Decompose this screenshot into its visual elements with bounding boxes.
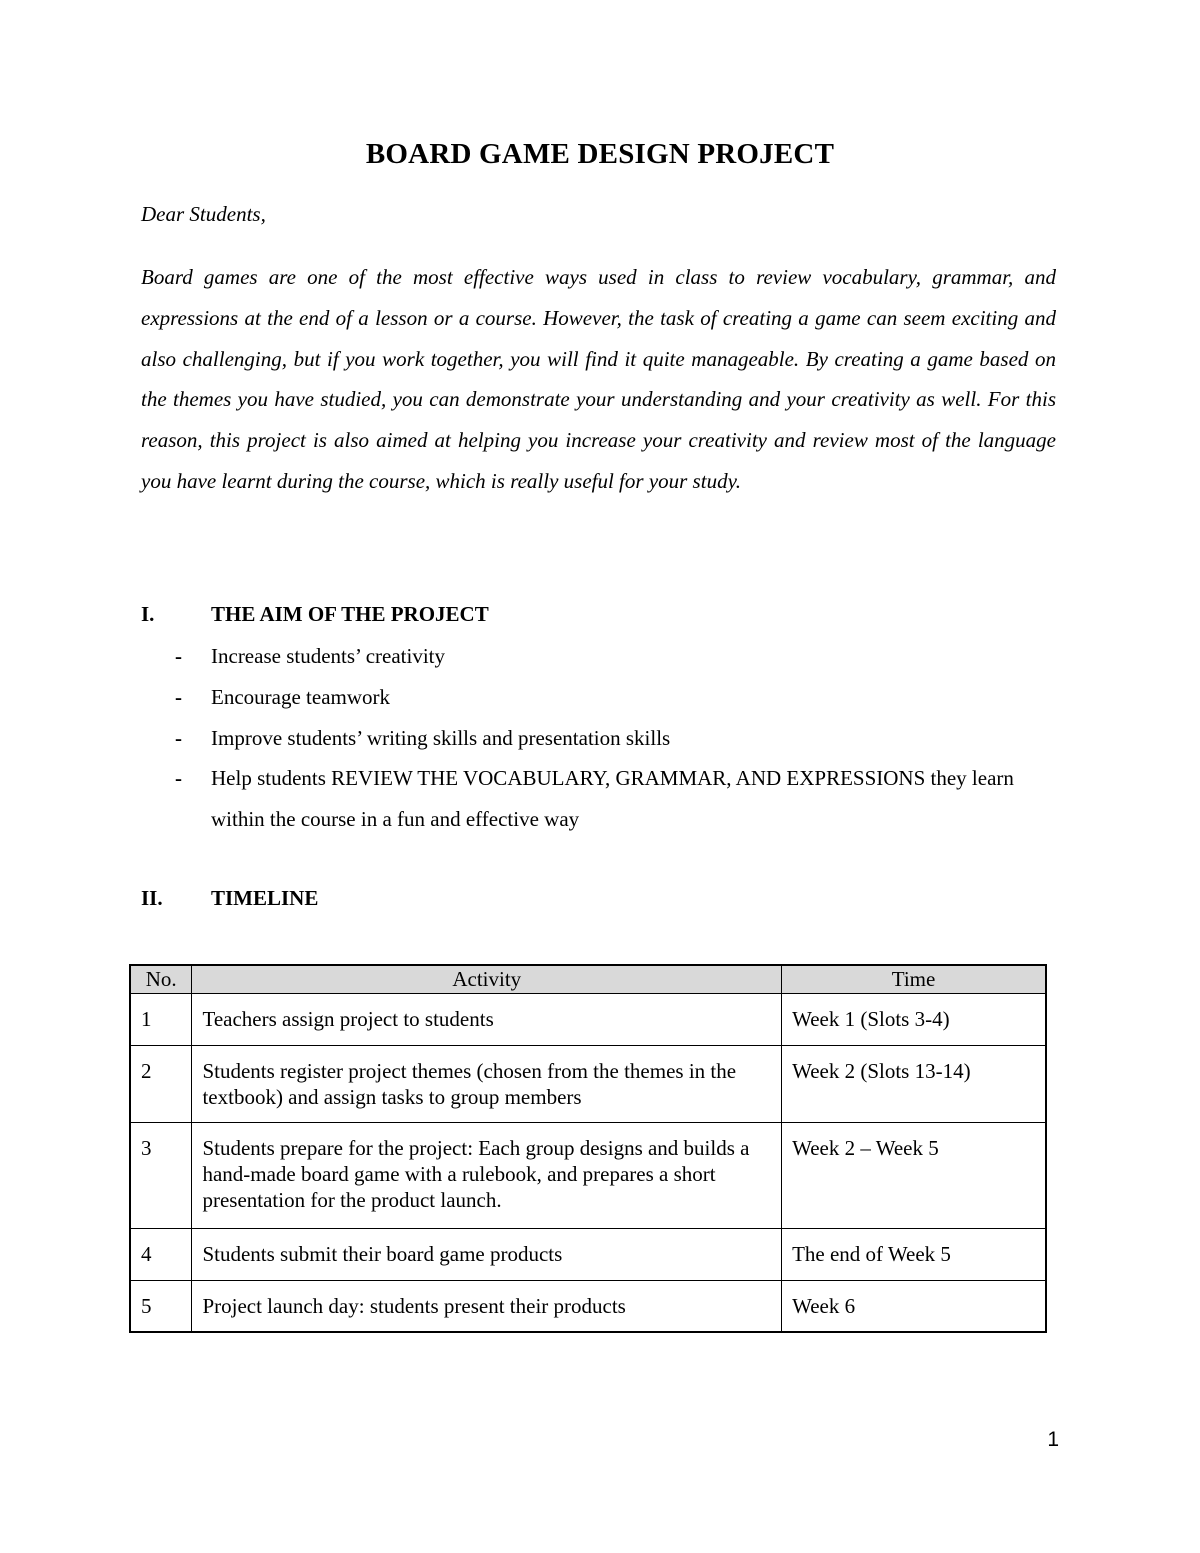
cell-no: 5 [130,1281,192,1332]
section-heading-aim [141,602,489,627]
cell-time: Week 1 (Slots 3-4) [782,994,1046,1046]
cell-activity: Students submit their board game products [192,1229,782,1281]
section-heading-timeline [141,886,318,911]
salutation: Dear Students, [141,202,266,226]
list-item [171,758,1066,840]
aim-list [171,636,1066,840]
section-title: THE AIM OF THE PROJECT [211,602,489,626]
table-row [130,1046,1046,1123]
list-item-text: Encourage teamwork [211,684,391,709]
list-item [171,718,1066,759]
intro-paragraph: Board games are one of the most effective ways used in class to review vocabulary, grammar, and expressions at the end of a lesson or a course. However, the task of creating a game can seem exciting and also challenging, but if you work together, you will find it quite manageable. By creating a game based on the themes you have studied, you can demonstrate your understanding and your creativity as well. For this reason, this project is also aimed at helping you increase your creativity and review most of the language you have learnt during the course, which is really useful for your study. [141,265,1056,493]
column-header-time: Time [782,965,1046,994]
cell-activity: Students register project themes (chosen from the themes in the textbook) and assign tasks to group members [192,1046,782,1123]
cell-activity: Students prepare for the project: Each group designs and builds a hand-made board game with a rulebook, and prepares a short presentation for the product launch. [192,1123,782,1229]
bullet-dash: - [175,644,182,668]
bullet-dash: - [175,766,182,791]
cell-activity: Teachers assign project to students [192,994,782,1046]
table-header-row [130,965,1046,994]
list-item-text: Increase students’ creativity [211,644,446,668]
table-row [130,994,1046,1046]
table-row [130,1229,1046,1281]
cell-activity: Project launch day: students present their products [192,1281,782,1332]
table-row [130,1123,1046,1229]
cell-no: 4 [130,1229,192,1281]
column-header-no: No. [130,965,192,994]
list-item-text: Improve students’ writing skills and presentation skills [211,725,671,750]
list-item [171,677,1066,718]
cell-no: 3 [130,1123,192,1229]
section-title: TIMELINE [211,886,319,910]
cell-time: Week 2 – Week 5 [782,1123,1046,1229]
document-title: BOARD GAME DESIGN PROJECT [365,138,835,170]
column-header-activity: Activity [192,965,782,994]
cell-time: Week 2 (Slots 13-14) [782,1046,1046,1123]
section-number: II. [141,886,163,910]
section-number: I. [141,602,155,626]
list-item [171,636,1066,677]
timeline-table [129,964,1047,1333]
cell-no: 1 [130,994,192,1046]
list-item-text: Help students REVIEW THE VOCABULARY, GRAMMAR, AND EXPRESSIONS they learn within the course in a fun and effective way [211,766,1014,832]
table-row [130,1281,1046,1332]
bullet-dash: - [175,725,182,750]
cell-time: Week 6 [782,1281,1046,1332]
page-number: 1 [1047,1428,1059,1451]
bullet-dash: - [175,684,182,709]
cell-time: The end of Week 5 [782,1229,1046,1281]
cell-no: 2 [130,1046,192,1123]
